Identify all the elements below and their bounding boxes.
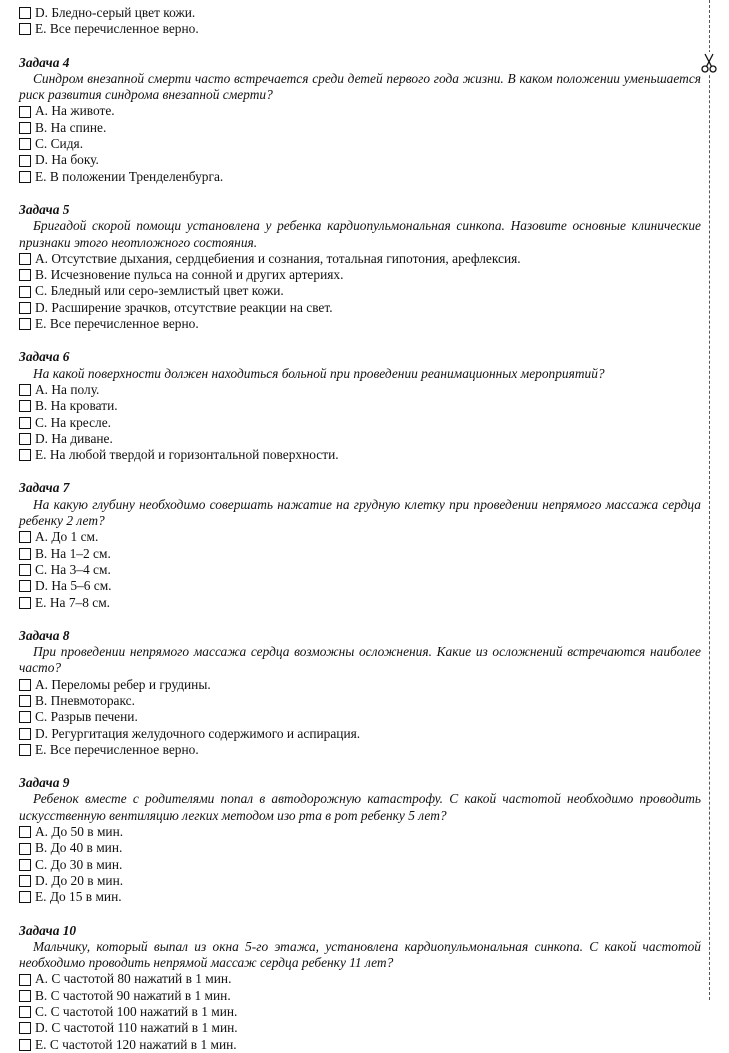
answer-option <box>19 431 701 447</box>
checkbox[interactable] <box>19 286 31 298</box>
answer-option <box>19 1004 701 1020</box>
answer-option <box>19 971 701 987</box>
task-title: Задача 5 <box>19 201 70 217</box>
answer-option <box>19 398 701 414</box>
checkbox[interactable] <box>19 253 31 265</box>
checkbox[interactable] <box>19 728 31 740</box>
answer-option <box>19 21 701 37</box>
option-label: C. Сидя. <box>35 136 84 152</box>
option-label: D. На диване. <box>35 430 113 446</box>
top-options <box>19 5 701 38</box>
checkbox[interactable] <box>19 679 31 691</box>
option-label: C. До 30 в мин. <box>35 856 123 872</box>
answer-option <box>19 709 701 725</box>
option-label: B. На кровати. <box>35 398 118 414</box>
answer-option <box>19 889 701 905</box>
task-title: Задача 8 <box>19 627 70 643</box>
checkbox[interactable] <box>19 384 31 396</box>
answer-option <box>19 103 701 119</box>
option-label: E. Все перечисленное верно. <box>35 21 199 37</box>
task-block <box>19 628 701 758</box>
option-label: B. На спине. <box>35 119 107 135</box>
answer-option <box>19 840 701 856</box>
checkbox[interactable] <box>19 711 31 723</box>
answer-option <box>19 251 701 267</box>
checkbox[interactable] <box>19 417 31 429</box>
task-block <box>19 202 701 332</box>
checkbox[interactable] <box>19 23 31 35</box>
answer-option <box>19 447 701 463</box>
answer-option <box>19 546 701 562</box>
option-label: E. На 7–8 см. <box>35 594 111 610</box>
option-label: D. На боку. <box>35 152 99 168</box>
option-label: A. До 1 см. <box>35 529 99 545</box>
checkbox[interactable] <box>19 1006 31 1018</box>
option-label: A. На полу. <box>35 381 100 397</box>
task-title: Задача 7 <box>19 480 70 496</box>
task-block <box>19 55 701 185</box>
scissors-icon <box>701 52 718 74</box>
option-label: E. На любой твердой и горизонтальной поверхности. <box>35 447 339 463</box>
checkbox[interactable] <box>19 744 31 756</box>
checkbox[interactable] <box>19 843 31 855</box>
task-question: Синдром внезапной смерти часто встречается среди детей первого года жизни. В каком положении уменьшается риск развития синдрома внезапной смерти? <box>19 70 701 103</box>
task-list <box>19 55 701 1053</box>
option-label: D. Регургитация желудочного содержимого и аспирация. <box>35 725 361 741</box>
checkbox[interactable] <box>19 826 31 838</box>
task-question: Бригадой скорой помощи установлена у ребенка кардиопульмональная синкопа. Назовите основные клинические признаки этого неотложного состояния. <box>19 218 701 250</box>
checkbox[interactable] <box>19 138 31 150</box>
cut-line <box>709 0 710 1000</box>
answer-option <box>19 824 701 840</box>
answer-option <box>19 873 701 889</box>
checkbox[interactable] <box>19 122 31 134</box>
task-question: На какой поверхности должен находиться больной при проведении реанимационных мероприятий? <box>33 365 605 381</box>
option-label: B. На 1–2 см. <box>35 545 111 561</box>
option-label: E. Все перечисленное верно. <box>35 316 199 332</box>
option-label: D. Расширение зрачков, отсутствие реакции на свет. <box>35 299 333 315</box>
checkbox[interactable] <box>19 433 31 445</box>
checkbox[interactable] <box>19 580 31 592</box>
option-label: D. Бледно-серый цвет кожи. <box>35 5 196 20</box>
answer-option <box>19 693 701 709</box>
answer-option <box>19 529 701 545</box>
checkbox[interactable] <box>19 564 31 576</box>
answer-option <box>19 742 701 758</box>
checkbox[interactable] <box>19 155 31 167</box>
task-title: Задача 10 <box>19 922 77 938</box>
checkbox[interactable] <box>19 302 31 314</box>
answer-option <box>19 152 701 168</box>
task-question: При проведении непрямого массажа сердца возможны осложнения. Какие из осложнений встречаются наиболее часто? <box>19 644 701 676</box>
answer-option <box>19 562 701 578</box>
option-label: A. Отсутствие дыхания, сердцебиения и сознания, тотальная гипотония, арефлексия. <box>35 250 521 266</box>
checkbox[interactable] <box>19 974 31 986</box>
option-label: B. До 40 в мин. <box>35 840 123 856</box>
answer-option <box>19 1037 701 1053</box>
answer-option <box>19 726 701 742</box>
checkbox[interactable] <box>19 597 31 609</box>
answer-option <box>19 136 701 152</box>
answer-option <box>19 595 701 611</box>
task-block <box>19 349 701 463</box>
task-block <box>19 480 701 610</box>
option-label: A. С частотой 80 нажатий в 1 мин. <box>35 971 232 987</box>
task-title: Задача 6 <box>19 349 70 365</box>
answer-option <box>19 415 701 431</box>
answer-option <box>19 5 701 21</box>
checkbox[interactable] <box>19 695 31 707</box>
checkbox[interactable] <box>19 171 31 183</box>
option-label: C. На кресле. <box>35 414 111 430</box>
page-content <box>19 5 701 1053</box>
answer-option <box>19 857 701 873</box>
option-label: D. До 20 в мин. <box>35 872 124 888</box>
option-label: C. С частотой 100 нажатий в 1 мин. <box>35 1004 238 1020</box>
task-title: Задача 4 <box>19 54 70 70</box>
option-label: E. С частотой 120 нажатий в 1 мин. <box>35 1036 237 1052</box>
option-label: A. На животе. <box>35 103 115 119</box>
answer-option <box>19 120 701 136</box>
option-label: C. На 3–4 см. <box>35 561 111 577</box>
answer-option <box>19 300 701 316</box>
checkbox[interactable] <box>19 531 31 543</box>
option-label: D. На 5–6 см. <box>35 578 112 594</box>
answer-option <box>19 988 701 1004</box>
option-label: E. До 15 в мин. <box>35 889 122 905</box>
answer-option <box>19 382 701 398</box>
checkbox[interactable] <box>19 891 31 903</box>
checkbox[interactable] <box>19 269 31 281</box>
option-label: B. Пневмоторакс. <box>35 692 135 708</box>
checkbox[interactable] <box>19 1039 31 1051</box>
checkbox[interactable] <box>19 548 31 560</box>
task-question: На какую глубину необходимо совершать нажатие на грудную клетку при проведении непрямого массажа сердца ребенку 2 лет? <box>19 496 701 529</box>
task-block <box>19 923 701 1053</box>
option-label: B. Исчезновение пульса на сонной и других артериях. <box>35 267 344 283</box>
checkbox[interactable] <box>19 1022 31 1034</box>
option-label: C. Бледный или серо-землистый цвет кожи. <box>35 283 284 299</box>
checkbox[interactable] <box>19 106 31 118</box>
answer-option <box>19 578 701 594</box>
option-label: E. Все перечисленное верно. <box>35 741 199 757</box>
option-label: D. С частотой 110 нажатий в 1 мин. <box>35 1020 238 1036</box>
answer-option <box>19 283 701 299</box>
option-label: A. До 50 в мин. <box>35 824 124 840</box>
option-label: E. В положении Тренделенбурга. <box>35 168 224 184</box>
checkbox[interactable] <box>19 449 31 461</box>
task-block <box>19 775 701 905</box>
task-question: Мальчику, который выпал из окна 5-го этажа, установлена кардиопульмональная синкопа. С какой частотой необходимо проводить непрямой массаж сердца ребенку 11 лет? <box>19 938 701 971</box>
option-label: A. Переломы ребер и грудины. <box>35 676 211 692</box>
task-question: Ребенок вместе с родителями попал в автодорожную катастрофу. С какой частотой необходимо проводить искусственную вентиляцию легких методом изо рта в рот ребенку 5 лет? <box>19 791 701 823</box>
answer-option <box>19 267 701 283</box>
task-title: Задача 9 <box>19 775 70 791</box>
answer-option <box>19 1020 701 1036</box>
checkbox[interactable] <box>19 859 31 871</box>
option-label: C. Разрыв печени. <box>35 709 138 725</box>
answer-option <box>19 677 701 693</box>
answer-option <box>19 169 701 185</box>
answer-option <box>19 316 701 332</box>
option-label: B. С частотой 90 нажатий в 1 мин. <box>35 987 231 1003</box>
checkbox[interactable] <box>19 7 31 19</box>
checkbox[interactable] <box>19 875 31 887</box>
checkbox[interactable] <box>19 990 31 1002</box>
checkbox[interactable] <box>19 400 31 412</box>
checkbox[interactable] <box>19 318 31 330</box>
